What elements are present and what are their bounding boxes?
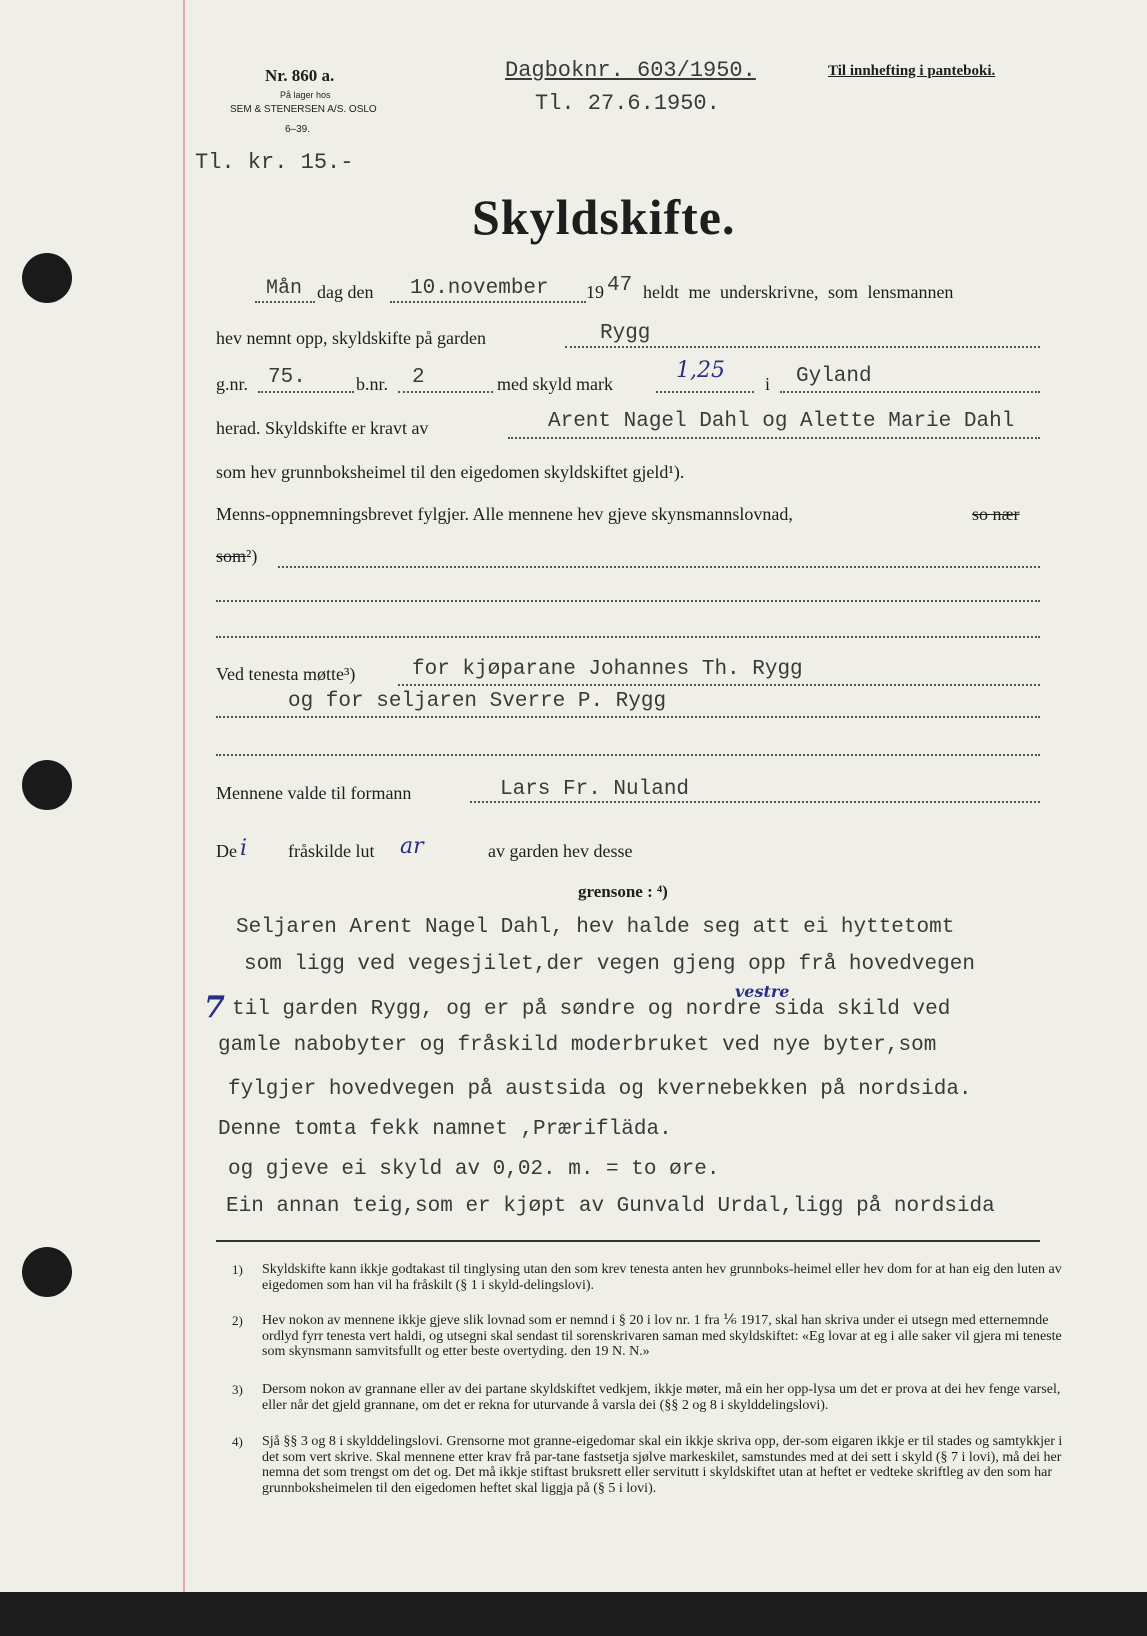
line7-sup: ²) [246,546,258,566]
print-date: 6–39. [285,124,311,135]
footnote-number: 2) [232,1313,243,1328]
chairman-label: Mennene valde til formann [216,783,412,803]
footnote-text: Hev nokon av mennene ikkje gjeve slik lovnad som er nemnd i § 20 i lov nr. 1 fra ⅙ 1917, skal han skriva under ei utsegn med etternemnde ordlyd fyrr tenesta vert haldi, og utsegni skal sendast til sorenskrivaren saman med skyldskiftet: «Eg lovar at eg i alle saker vil gjera mi teneste som skynsmann samvitsfullt og etter beste overtyding. den 19 N. N.» [262,1313,1062,1359]
attendance-line-2: og for seljaren Sverre P. Rygg [288,690,667,713]
attendance-line-1: for kjøparane Johannes Th. Rygg [412,658,803,681]
margin-mark: 7 [204,990,225,1025]
body-line: Seljaren Arent Nagel Dahl, hev halde seg att ei hyttetomt [236,916,955,939]
lut-hand: ar [400,834,424,859]
footnote-text: Sjå §§ 3 og 8 i skylddelingslovi. Grensorne mot granne-eigedomar skal ein ikkje skriva opp, der-som eigaren ikkje er til stades og samtykkjer i det som vert skrive. Skal mennene etter krav frå par-tane fastsetja sjølve markeskilet, samstundes med at dei sett i skyld (§ 7 i lovi), må dei her nemna det som trengst om det og. Det må ikkje stiftast bruksrett eller servitutt i skyldskiftet utan at heftet er vedteke skriftleg av den som har grunnboksheimelen til den eigedomen heftet skal liggja på (§ 5 i lovi). [262,1434,1063,1496]
attendance-dots-3 [216,754,1040,756]
publisher-small: På lager hos [280,90,331,100]
gnr-label: g.nr. [216,374,249,394]
footnote-text: Skyldskifte kann ikkje godtakast til tinglysing utan den som krev tenesta anten hev grunnboks-heimel eller hev dom for at han eig den luten av eigedomen som han vil ha fråskilt (§ 1 i skyld-delingslovi). [262,1262,1062,1293]
line7 [216,546,257,567]
de-hand: i [240,836,248,861]
registration-date: Tl. 27.6.1950. [535,91,720,116]
line6-text: Menns-oppnemningsbrevet fylgjer. Alle mennene hev gjeve skynsmannslovnad, [216,504,793,524]
body-line: og gjeve ei skyld av 0,02. m. = to øre. [228,1158,720,1181]
bnr-value: 2 [412,366,425,389]
body-line: som ligg ved vegesjilet,der vegen gjeng opp frå hovedvegen [244,953,975,976]
margin-rule [183,0,185,1592]
chairman-dots [470,801,1040,803]
blank-line-1 [278,566,1040,568]
attendance-label: Ved tenesta møtte³) [216,664,356,684]
farm-dots [565,346,1040,348]
skyld-dots [656,391,754,393]
fee: Tl. kr. 15.- [195,150,354,175]
footnote-rule [216,1240,1040,1242]
dag-den-label: dag den [317,282,374,302]
body-line: fylgjer hovedvegen på austsida og kvernebekken på nordsida. [228,1078,972,1101]
claimant-dots [508,437,1040,439]
skyld-label: med skyld mark [497,374,613,394]
form-number: Nr. 860 a. [265,66,335,85]
line10-rest: av garden hev desse [488,841,633,861]
chairman-name: Lars Fr. Nuland [500,778,690,801]
herad-name: Gyland [796,365,872,388]
footnote-number: 3) [232,1382,243,1397]
line2-text: hev nemnt opp, skyldskifte på garden [216,328,486,348]
binding-note: Til innhefting i panteboki. [828,63,996,79]
page-title: Skyldskifte. [472,189,736,245]
date-dots [390,301,586,303]
gnr-value: 75. [268,366,306,389]
line4-text: herad. Skyldskifte er kravt av [216,418,429,438]
punch-hole-middle [22,760,72,810]
year-prefix: 19 [586,282,604,302]
bnr-dots [398,391,493,393]
line6-struck: so nær [972,504,1020,524]
blank-line-3 [216,636,1040,638]
farm-name: Rygg [600,322,651,345]
meeting-date: 10.november [410,277,549,300]
skyld-value: 1,25 [676,358,725,383]
body-line: Denne tomta fekk namnet ,Prærifläda. [218,1118,672,1141]
publisher: SEM & STENERSEN A/S. OSLO [230,104,377,115]
herad-dots [780,391,1040,393]
i-label: i [765,374,771,394]
fraskilde-label: fråskilde lut [288,841,375,861]
de-label: De [216,841,237,861]
footnote-number: 4) [232,1434,243,1449]
day-dots [255,301,315,303]
line7-struck: som [216,546,247,566]
handwritten-insert: vestre [735,982,790,1001]
journal-number: Dagboknr. 603/1950. [505,58,756,83]
body-line: til garden Rygg, og er på søndre og nordre sida skild ved [232,998,951,1021]
body-line: gamle nabobyter og fråskild moderbruket ved nye byter,som [218,1034,937,1057]
line1-text: heldt me underskrivne, som lensmannen [643,282,954,302]
footnote-text: Dersom nokon av grannane eller av dei partane skyldskiftet vedkjem, ikkje møter, må ein her opp-lysa um det er prova at dei hev fenge varsel, eller når det gjeld grannane, om det er rekna for uturvande å varsla dei (§§ 2 og 8 i skylddelingslovi). [262,1382,1061,1413]
year: 47 [607,274,633,297]
punch-hole-top [22,253,72,303]
line5-text: som hev grunnboksheimel til den eigedomen skyldskiftet gjeld¹). [216,462,685,482]
claimant-names: Arent Nagel Dahl og Alette Marie Dahl [548,410,1015,433]
body-line: Ein annan teig,som er kjøpt av Gunvald Urdal,ligg på nordsida [226,1195,995,1218]
punch-hole-bottom [22,1247,72,1297]
footnote-number: 1) [232,1262,243,1277]
bnr-label: b.nr. [356,374,389,394]
attendance-dots-1 [398,684,1040,686]
gnr-dots [258,391,354,393]
day-name: Mån [266,277,303,300]
blank-line-2 [216,600,1040,602]
attendance-dots-2 [216,716,1040,718]
boundaries-heading: grensone : ⁴) [578,882,668,901]
